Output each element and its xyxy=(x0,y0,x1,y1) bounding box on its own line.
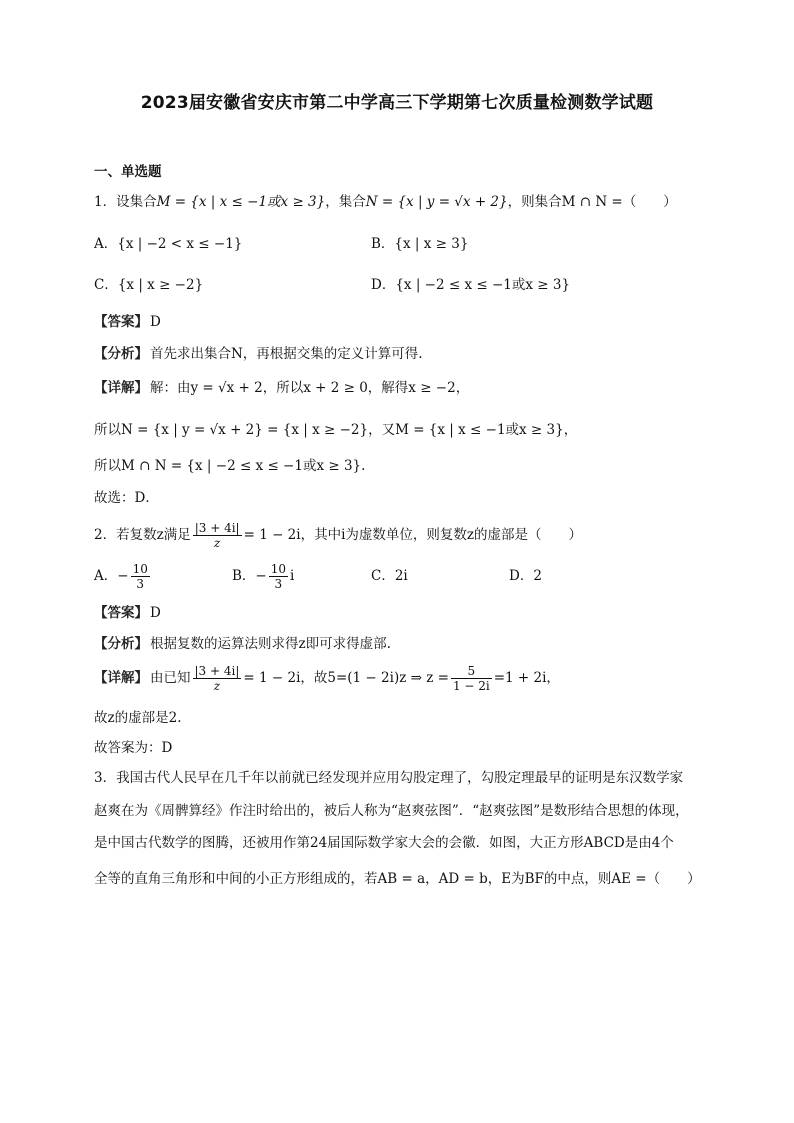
q2-detail-den2: 1 − 2i xyxy=(452,679,490,693)
q1-answer xyxy=(94,316,161,330)
q1-option-b: B．{x | x ≥ 3} xyxy=(371,236,469,252)
q2-detail-den: z xyxy=(213,679,221,693)
q1-stem-post: ，则集合M ∩ N =（ ） xyxy=(507,194,677,210)
q1-set-n: N = {x | y = √x + 2} xyxy=(365,194,508,210)
q2-stem xyxy=(94,521,582,550)
q2-detail-3: 故答案为：D xyxy=(94,740,173,756)
q2-option-a-fraction xyxy=(131,562,150,591)
detail-tag: 【详解】 xyxy=(94,670,148,686)
q2-analysis xyxy=(94,638,391,652)
q2-detail-2: 故z的虚部是2. xyxy=(94,710,182,726)
analysis-tag: 【分析】 xyxy=(94,346,148,362)
q2-option-b-num: 10 xyxy=(270,562,287,576)
q2-detail-num: |3 + 4i| xyxy=(194,664,240,678)
q2-answer xyxy=(94,607,161,621)
q2-detail-fraction-2 xyxy=(451,664,492,693)
q2-option-b-prefix: B．− xyxy=(232,568,267,584)
q1-option-a: A．{x | −2 < x ≤ −1} xyxy=(94,236,243,252)
q2-detail-mid: = 1 − 2i，故5=(1 − 2i)z ⇒ z = xyxy=(243,670,449,686)
q2-option-b xyxy=(232,562,294,591)
q1-answer-value: D xyxy=(150,314,161,330)
q1-option-c: C．{x | x ≥ −2} xyxy=(94,277,204,293)
q2-answer-value: D xyxy=(150,605,161,621)
q2-stem-pre: 2．若复数z满足 xyxy=(94,527,191,543)
q1-stem xyxy=(94,196,677,210)
q2-frac-den: z xyxy=(213,536,221,550)
q3-line-3: 是中国古代数学的图腾，还被用作第24届国际数学家大会的会徽．如图，大正方形ABCD是由4个 xyxy=(94,835,674,851)
q2-option-d: D．2 xyxy=(509,568,542,584)
q2-option-a-prefix: A．− xyxy=(94,568,129,584)
detail-tag: 【详解】 xyxy=(94,380,148,396)
q1-stem-mid: ，集合 xyxy=(325,194,366,210)
q2-option-b-suffix: i xyxy=(290,568,295,584)
q2-option-a-num: 10 xyxy=(132,562,148,576)
q2-stem-fraction xyxy=(193,521,242,550)
q2-detail-post: =1 + 2i， xyxy=(493,670,560,686)
q1-detail-3: 所以M ∩ N = {x | −2 ≤ x ≤ −1或x ≥ 3}. xyxy=(94,458,366,474)
q3-line-2: 赵爽在为《周髀算经》作注时给出的，被后人称为“赵爽弦图”．“赵爽弦图”是数形结合思想的体现， xyxy=(94,803,689,819)
q1-detail-text-1: 解：由y = √x + 2，所以x + 2 ≥ 0，解得x ≥ −2， xyxy=(150,380,470,396)
section-heading: 一、单选题 xyxy=(94,164,162,180)
q1-option-d: D．{x | −2 ≤ x ≤ −1或x ≥ 3} xyxy=(371,277,571,293)
answer-tag: 【答案】 xyxy=(94,605,148,621)
q2-option-c: C．2i xyxy=(371,568,408,584)
q2-analysis-text: 根据复数的运算法则求得z即可求得虚部. xyxy=(150,636,391,652)
q2-stem-post: = 1 − 2i，其中i为虚数单位，则复数z的虚部是（ ） xyxy=(243,527,583,543)
q2-detail-1 xyxy=(94,664,560,693)
q3-line-1: 3．我国古代人民早在几千年以前就已经发现并应用勾股定理了，勾股定理最早的证明是东汉数学家 xyxy=(94,770,684,786)
analysis-tag: 【分析】 xyxy=(94,636,148,652)
q1-analysis-text: 首先求出集合N，再根据交集的定义计算可得. xyxy=(150,346,423,362)
q2-detail-pre: 由已知 xyxy=(150,670,191,686)
q1-detail-2: 所以N = {x | y = √x + 2} = {x | x ≥ −2}，又M = {x | x ≤ −1或x ≥ 3}， xyxy=(94,422,578,438)
q2-option-b-fraction xyxy=(269,562,288,591)
q2-option-b-den: 3 xyxy=(274,577,283,591)
q1-analysis xyxy=(94,348,423,362)
q2-option-a xyxy=(94,562,152,591)
q2-frac-num: |3 + 4i| xyxy=(194,521,240,535)
q2-detail-num2: 5 xyxy=(451,664,492,679)
q3-line-4: 全等的直角三角形和中间的小正方形组成的，若AB = a，AD = b，E为BF的中点，则AE =（ ） xyxy=(94,871,701,887)
q2-detail-fraction-1 xyxy=(193,664,242,693)
q1-stem-pre: 1．设集合 xyxy=(94,194,157,210)
q1-detail-1 xyxy=(94,382,469,396)
answer-tag: 【答案】 xyxy=(94,314,148,330)
q1-set-m: M = {x | x ≤ −1或x ≥ 3} xyxy=(156,194,326,210)
q2-option-a-den: 3 xyxy=(136,577,145,591)
q1-detail-4: 故选：D． xyxy=(94,490,159,506)
page-title: 2023届安徽省安庆市第二中学高三下学期第七次质量检测数学试题 xyxy=(140,93,654,113)
